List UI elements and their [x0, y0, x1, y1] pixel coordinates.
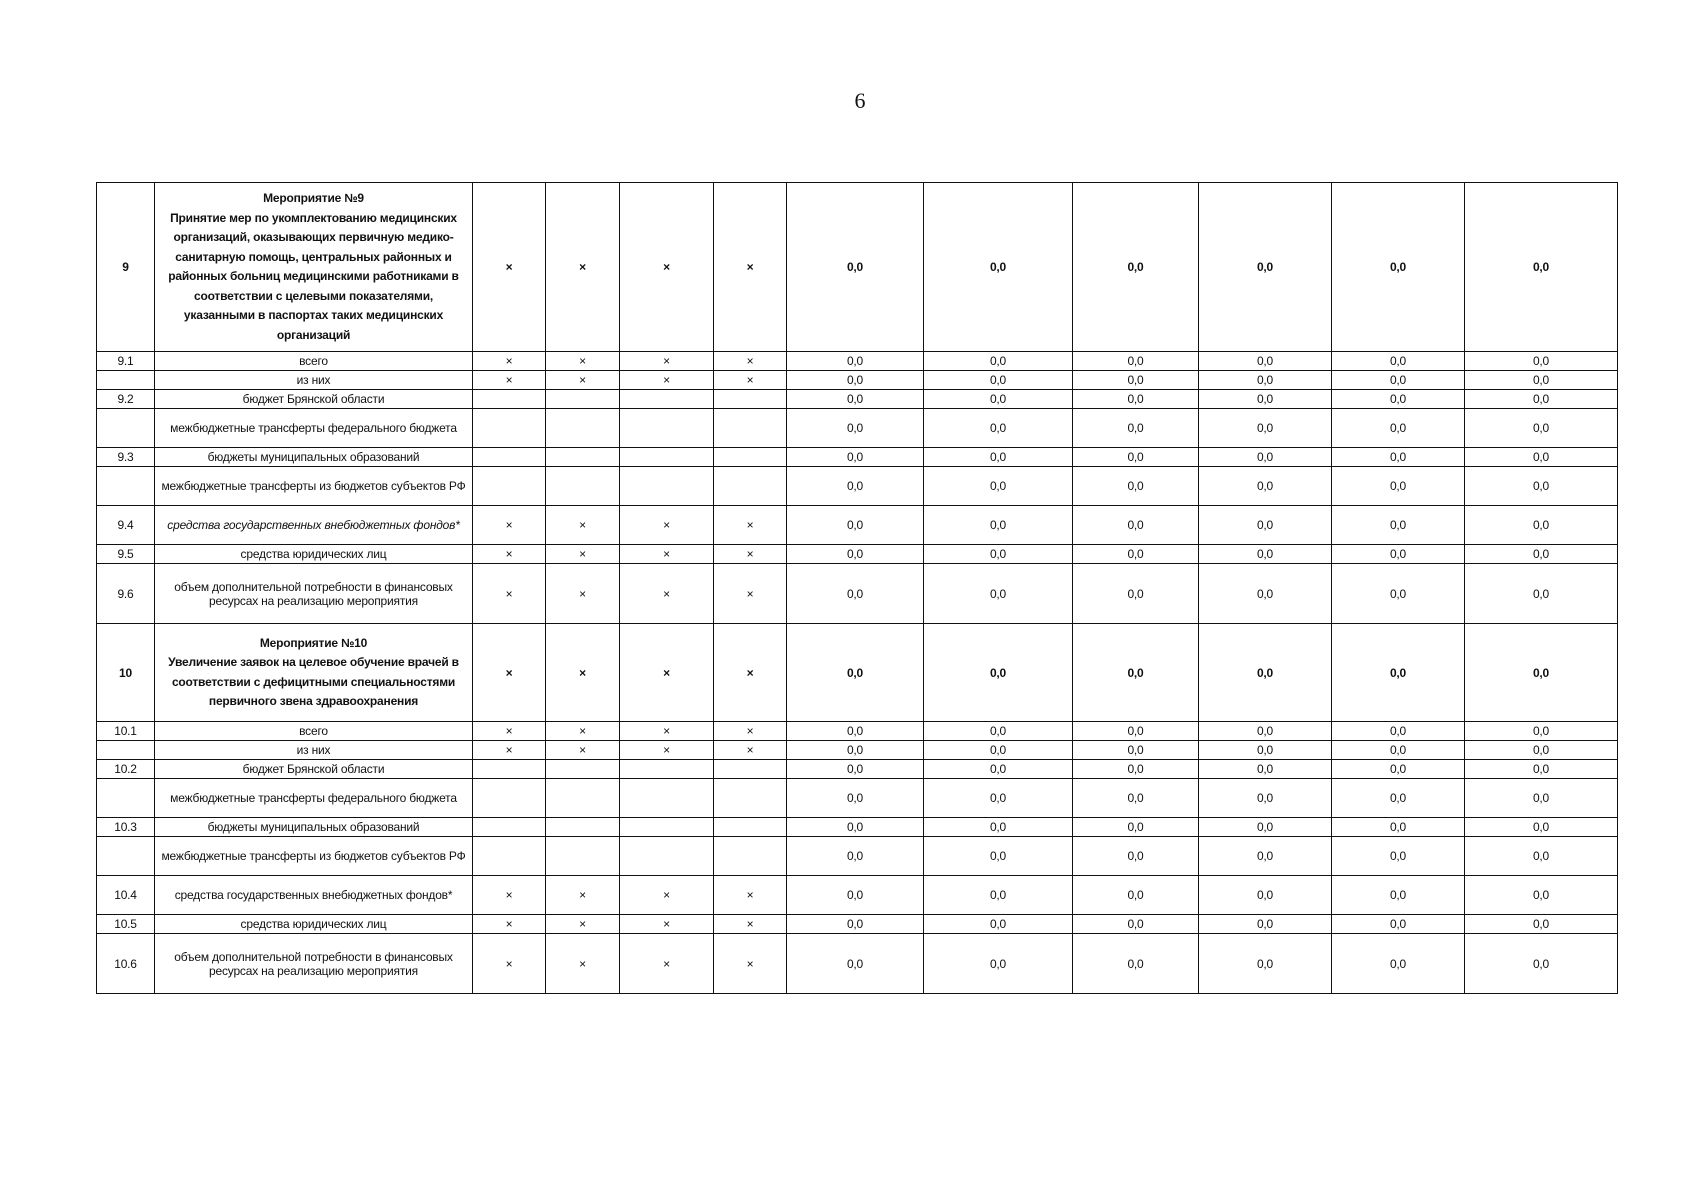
- value-cell: 0,0: [1332, 371, 1465, 390]
- value-cell: 0,0: [1465, 915, 1618, 934]
- table-row: [97, 818, 1618, 837]
- mark-cell: [714, 760, 787, 779]
- value-cell: 0,0: [924, 390, 1073, 409]
- value-cell: 0,0: [924, 818, 1073, 837]
- mark-cell: ×: [714, 545, 787, 564]
- mark-cell: ×: [473, 545, 546, 564]
- value-cell: 0,0: [1332, 448, 1465, 467]
- row-number: 9.6: [97, 564, 155, 624]
- row-number: 10.3: [97, 818, 155, 837]
- row-number: 9.5: [97, 545, 155, 564]
- table-row: [97, 506, 1618, 545]
- table-body: [97, 183, 1618, 994]
- value-cell: 0,0: [1332, 506, 1465, 545]
- value-cell: 0,0: [787, 390, 924, 409]
- value-cell: 0,0: [1199, 390, 1332, 409]
- value-cell: 0,0: [1199, 506, 1332, 545]
- value-cell: 0,0: [787, 564, 924, 624]
- row-number: 10.4: [97, 876, 155, 915]
- value-cell: 0,0: [1199, 409, 1332, 448]
- table-row: [97, 564, 1618, 624]
- value-cell: 0,0: [924, 722, 1073, 741]
- mark-cell: [546, 448, 620, 467]
- value-cell: 0,0: [924, 352, 1073, 371]
- mark-cell: ×: [620, 564, 714, 624]
- value-cell: 0,0: [1199, 183, 1332, 352]
- mark-cell: ×: [620, 915, 714, 934]
- value-cell: 0,0: [1073, 506, 1199, 545]
- mark-cell: ×: [473, 624, 546, 722]
- value-cell: 0,0: [1332, 934, 1465, 994]
- row-label: средства государственных внебюджетных фондов*: [155, 876, 473, 915]
- value-cell: 0,0: [787, 876, 924, 915]
- mark-cell: [473, 760, 546, 779]
- table-row: [97, 876, 1618, 915]
- mark-cell: ×: [546, 741, 620, 760]
- value-cell: 0,0: [924, 934, 1073, 994]
- mark-cell: ×: [620, 352, 714, 371]
- value-cell: 0,0: [924, 545, 1073, 564]
- event-number: 9: [97, 183, 155, 352]
- mark-cell: ×: [546, 564, 620, 624]
- event-title: Мероприятие №10: [259, 635, 368, 650]
- event-text: Увеличение заявок на целевое обучение врачей в соответствии с дефицитными специальностями первичного звена здравоохранения: [168, 655, 459, 708]
- value-cell: 0,0: [924, 467, 1073, 506]
- value-cell: 0,0: [924, 183, 1073, 352]
- row-label: объем дополнительной потребности в финансовых ресурсах на реализацию мероприятия: [155, 564, 473, 624]
- budget-table: [96, 182, 1618, 994]
- mark-cell: ×: [473, 741, 546, 760]
- row-number: 10.2: [97, 760, 155, 779]
- value-cell: 0,0: [1199, 467, 1332, 506]
- value-cell: 0,0: [1199, 448, 1332, 467]
- value-cell: 0,0: [1199, 837, 1332, 876]
- mark-cell: [714, 448, 787, 467]
- table-row: [97, 760, 1618, 779]
- row-number: 9.4: [97, 506, 155, 545]
- value-cell: 0,0: [787, 545, 924, 564]
- value-cell: 0,0: [1332, 876, 1465, 915]
- table-row: [97, 741, 1618, 760]
- value-cell: 0,0: [924, 409, 1073, 448]
- row-number: 9.2: [97, 390, 155, 409]
- value-cell: 0,0: [924, 779, 1073, 818]
- value-cell: 0,0: [787, 467, 924, 506]
- row-label: бюджет Брянской области: [155, 760, 473, 779]
- table-row: [97, 467, 1618, 506]
- mark-cell: ×: [473, 371, 546, 390]
- event-row: [97, 183, 1618, 352]
- value-cell: 0,0: [787, 352, 924, 371]
- row-label: межбюджетные трансферты федерального бюджета: [155, 409, 473, 448]
- mark-cell: [546, 467, 620, 506]
- value-cell: 0,0: [787, 722, 924, 741]
- value-cell: 0,0: [1465, 183, 1618, 352]
- value-cell: 0,0: [787, 624, 924, 722]
- row-number: 10.6: [97, 934, 155, 994]
- value-cell: 0,0: [1199, 624, 1332, 722]
- mark-cell: ×: [546, 371, 620, 390]
- mark-cell: ×: [473, 722, 546, 741]
- value-cell: 0,0: [1332, 741, 1465, 760]
- value-cell: 0,0: [1073, 545, 1199, 564]
- value-cell: 0,0: [1073, 722, 1199, 741]
- mark-cell: [620, 467, 714, 506]
- table-row: [97, 837, 1618, 876]
- value-cell: 0,0: [1199, 760, 1332, 779]
- value-cell: 0,0: [1465, 722, 1618, 741]
- mark-cell: ×: [546, 915, 620, 934]
- mark-cell: [546, 818, 620, 837]
- table-row: [97, 352, 1618, 371]
- value-cell: 0,0: [1332, 760, 1465, 779]
- mark-cell: ×: [714, 564, 787, 624]
- mark-cell: ×: [546, 352, 620, 371]
- value-cell: 0,0: [1073, 448, 1199, 467]
- page-number: 6: [854, 88, 866, 113]
- value-cell: 0,0: [1199, 564, 1332, 624]
- value-cell: 0,0: [1199, 876, 1332, 915]
- mark-cell: [473, 390, 546, 409]
- value-cell: 0,0: [1332, 779, 1465, 818]
- mark-cell: [473, 467, 546, 506]
- value-cell: 0,0: [787, 818, 924, 837]
- value-cell: 0,0: [924, 624, 1073, 722]
- mark-cell: ×: [620, 545, 714, 564]
- value-cell: 0,0: [787, 779, 924, 818]
- value-cell: 0,0: [1199, 352, 1332, 371]
- mark-cell: [714, 390, 787, 409]
- value-cell: 0,0: [1073, 760, 1199, 779]
- value-cell: 0,0: [1332, 352, 1465, 371]
- mark-cell: ×: [546, 624, 620, 722]
- table-row: [97, 722, 1618, 741]
- mark-cell: ×: [473, 183, 546, 352]
- row-label: средства юридических лиц: [155, 545, 473, 564]
- value-cell: 0,0: [1073, 779, 1199, 818]
- value-cell: 0,0: [1073, 624, 1199, 722]
- mark-cell: ×: [546, 934, 620, 994]
- row-label: всего: [155, 352, 473, 371]
- mark-cell: [714, 467, 787, 506]
- value-cell: 0,0: [924, 837, 1073, 876]
- table-row: [97, 371, 1618, 390]
- value-cell: 0,0: [1332, 915, 1465, 934]
- value-cell: 0,0: [1465, 371, 1618, 390]
- value-cell: 0,0: [1073, 183, 1199, 352]
- row-number: 10.5: [97, 915, 155, 934]
- value-cell: 0,0: [1199, 371, 1332, 390]
- row-label: всего: [155, 722, 473, 741]
- mark-cell: [546, 409, 620, 448]
- row-number: 10.1: [97, 722, 155, 741]
- value-cell: 0,0: [1199, 741, 1332, 760]
- value-cell: 0,0: [1073, 915, 1199, 934]
- value-cell: 0,0: [1465, 818, 1618, 837]
- value-cell: 0,0: [1332, 624, 1465, 722]
- mark-cell: ×: [620, 876, 714, 915]
- value-cell: 0,0: [1465, 564, 1618, 624]
- mark-cell: ×: [473, 352, 546, 371]
- value-cell: 0,0: [1073, 409, 1199, 448]
- value-cell: 0,0: [1199, 934, 1332, 994]
- value-cell: 0,0: [1199, 722, 1332, 741]
- value-cell: 0,0: [1332, 183, 1465, 352]
- table-row: [97, 448, 1618, 467]
- row-number: [97, 779, 155, 818]
- mark-cell: [473, 837, 546, 876]
- value-cell: 0,0: [787, 409, 924, 448]
- value-cell: 0,0: [787, 837, 924, 876]
- row-label: межбюджетные трансферты федерального бюджета: [155, 779, 473, 818]
- value-cell: 0,0: [787, 741, 924, 760]
- value-cell: 0,0: [1199, 545, 1332, 564]
- value-cell: 0,0: [924, 564, 1073, 624]
- value-cell: 0,0: [1073, 352, 1199, 371]
- value-cell: 0,0: [1073, 390, 1199, 409]
- row-label: из них: [155, 371, 473, 390]
- table-row: [97, 545, 1618, 564]
- mark-cell: ×: [546, 183, 620, 352]
- mark-cell: ×: [714, 352, 787, 371]
- value-cell: 0,0: [1465, 760, 1618, 779]
- mark-cell: [620, 390, 714, 409]
- value-cell: 0,0: [1465, 741, 1618, 760]
- row-label: из них: [155, 741, 473, 760]
- value-cell: 0,0: [787, 183, 924, 352]
- table-row: [97, 409, 1618, 448]
- mark-cell: ×: [714, 934, 787, 994]
- mark-cell: ×: [473, 934, 546, 994]
- table-row: [97, 934, 1618, 994]
- value-cell: 0,0: [1332, 837, 1465, 876]
- mark-cell: ×: [714, 506, 787, 545]
- value-cell: 0,0: [1465, 624, 1618, 722]
- row-number: [97, 467, 155, 506]
- value-cell: 0,0: [1332, 564, 1465, 624]
- mark-cell: ×: [714, 624, 787, 722]
- value-cell: 0,0: [1465, 506, 1618, 545]
- table-row: [97, 390, 1618, 409]
- mark-cell: [546, 760, 620, 779]
- value-cell: 0,0: [1199, 915, 1332, 934]
- value-cell: 0,0: [1332, 722, 1465, 741]
- value-cell: 0,0: [1073, 371, 1199, 390]
- value-cell: 0,0: [1465, 390, 1618, 409]
- value-cell: 0,0: [1465, 448, 1618, 467]
- value-cell: 0,0: [1073, 741, 1199, 760]
- mark-cell: [473, 818, 546, 837]
- mark-cell: [546, 779, 620, 818]
- value-cell: 0,0: [787, 934, 924, 994]
- mark-cell: ×: [714, 876, 787, 915]
- mark-cell: [620, 760, 714, 779]
- value-cell: 0,0: [924, 448, 1073, 467]
- value-cell: 0,0: [1199, 818, 1332, 837]
- value-cell: 0,0: [924, 760, 1073, 779]
- mark-cell: ×: [620, 183, 714, 352]
- row-label: межбюджетные трансферты из бюджетов субъектов РФ: [155, 467, 473, 506]
- mark-cell: ×: [714, 722, 787, 741]
- value-cell: 0,0: [787, 915, 924, 934]
- value-cell: 0,0: [787, 448, 924, 467]
- row-label: бюджеты муниципальных образований: [155, 818, 473, 837]
- value-cell: 0,0: [924, 741, 1073, 760]
- row-number: [97, 837, 155, 876]
- mark-cell: [714, 818, 787, 837]
- value-cell: 0,0: [1073, 934, 1199, 994]
- mark-cell: [546, 837, 620, 876]
- value-cell: 0,0: [1199, 779, 1332, 818]
- mark-cell: [620, 448, 714, 467]
- mark-cell: ×: [714, 371, 787, 390]
- value-cell: 0,0: [1465, 409, 1618, 448]
- row-label: средства государственных внебюджетных фондов*: [155, 506, 473, 545]
- mark-cell: [714, 837, 787, 876]
- row-number: 9.3: [97, 448, 155, 467]
- value-cell: 0,0: [1465, 779, 1618, 818]
- row-number: [97, 371, 155, 390]
- value-cell: 0,0: [924, 915, 1073, 934]
- mark-cell: [473, 409, 546, 448]
- value-cell: 0,0: [924, 506, 1073, 545]
- row-label: объем дополнительной потребности в финансовых ресурсах на реализацию мероприятия: [155, 934, 473, 994]
- mark-cell: ×: [546, 876, 620, 915]
- value-cell: 0,0: [924, 371, 1073, 390]
- mark-cell: ×: [546, 506, 620, 545]
- mark-cell: ×: [620, 934, 714, 994]
- value-cell: 0,0: [1332, 390, 1465, 409]
- row-number: [97, 741, 155, 760]
- value-cell: 0,0: [1465, 876, 1618, 915]
- mark-cell: ×: [546, 722, 620, 741]
- value-cell: 0,0: [1465, 545, 1618, 564]
- mark-cell: ×: [620, 722, 714, 741]
- value-cell: 0,0: [1073, 467, 1199, 506]
- mark-cell: ×: [546, 545, 620, 564]
- row-label: средства юридических лиц: [155, 915, 473, 934]
- mark-cell: ×: [620, 741, 714, 760]
- row-label: бюджет Брянской области: [155, 390, 473, 409]
- mark-cell: [473, 448, 546, 467]
- row-number: [97, 409, 155, 448]
- event-description: [155, 624, 473, 722]
- value-cell: 0,0: [1465, 352, 1618, 371]
- mark-cell: ×: [473, 915, 546, 934]
- row-number: 9.1: [97, 352, 155, 371]
- mark-cell: ×: [620, 506, 714, 545]
- event-row: [97, 624, 1618, 722]
- value-cell: 0,0: [1332, 545, 1465, 564]
- value-cell: 0,0: [1073, 818, 1199, 837]
- value-cell: 0,0: [1073, 837, 1199, 876]
- mark-cell: ×: [473, 564, 546, 624]
- mark-cell: ×: [714, 183, 787, 352]
- mark-cell: [546, 390, 620, 409]
- value-cell: 0,0: [1332, 818, 1465, 837]
- value-cell: 0,0: [1465, 934, 1618, 994]
- row-label: бюджеты муниципальных образований: [155, 448, 473, 467]
- mark-cell: [473, 779, 546, 818]
- mark-cell: ×: [714, 741, 787, 760]
- mark-cell: ×: [473, 876, 546, 915]
- table-row: [97, 779, 1618, 818]
- mark-cell: [620, 837, 714, 876]
- value-cell: 0,0: [1073, 564, 1199, 624]
- event-text: Принятие мер по укомплектованию медицинских организаций, оказывающих первичную медико-санитарную помощь, центральных районных и районных больниц медицинскими работниками в соответствии с целевыми показателями, указанными в паспортах таких медицинских организаций: [168, 210, 459, 342]
- mark-cell: [620, 818, 714, 837]
- mark-cell: [620, 409, 714, 448]
- value-cell: 0,0: [787, 760, 924, 779]
- value-cell: 0,0: [924, 876, 1073, 915]
- value-cell: 0,0: [1332, 409, 1465, 448]
- mark-cell: [714, 779, 787, 818]
- mark-cell: ×: [620, 371, 714, 390]
- row-label: межбюджетные трансферты из бюджетов субъектов РФ: [155, 837, 473, 876]
- mark-cell: ×: [714, 915, 787, 934]
- mark-cell: ×: [620, 624, 714, 722]
- mark-cell: ×: [473, 506, 546, 545]
- mark-cell: [620, 779, 714, 818]
- value-cell: 0,0: [1465, 837, 1618, 876]
- value-cell: 0,0: [1332, 467, 1465, 506]
- table-row: [97, 915, 1618, 934]
- mark-cell: [714, 409, 787, 448]
- value-cell: 0,0: [787, 371, 924, 390]
- value-cell: 0,0: [787, 506, 924, 545]
- value-cell: 0,0: [1073, 876, 1199, 915]
- event-description: [155, 183, 473, 352]
- event-number: 10: [97, 624, 155, 722]
- event-title: Мероприятие №9: [263, 191, 364, 205]
- value-cell: 0,0: [1465, 467, 1618, 506]
